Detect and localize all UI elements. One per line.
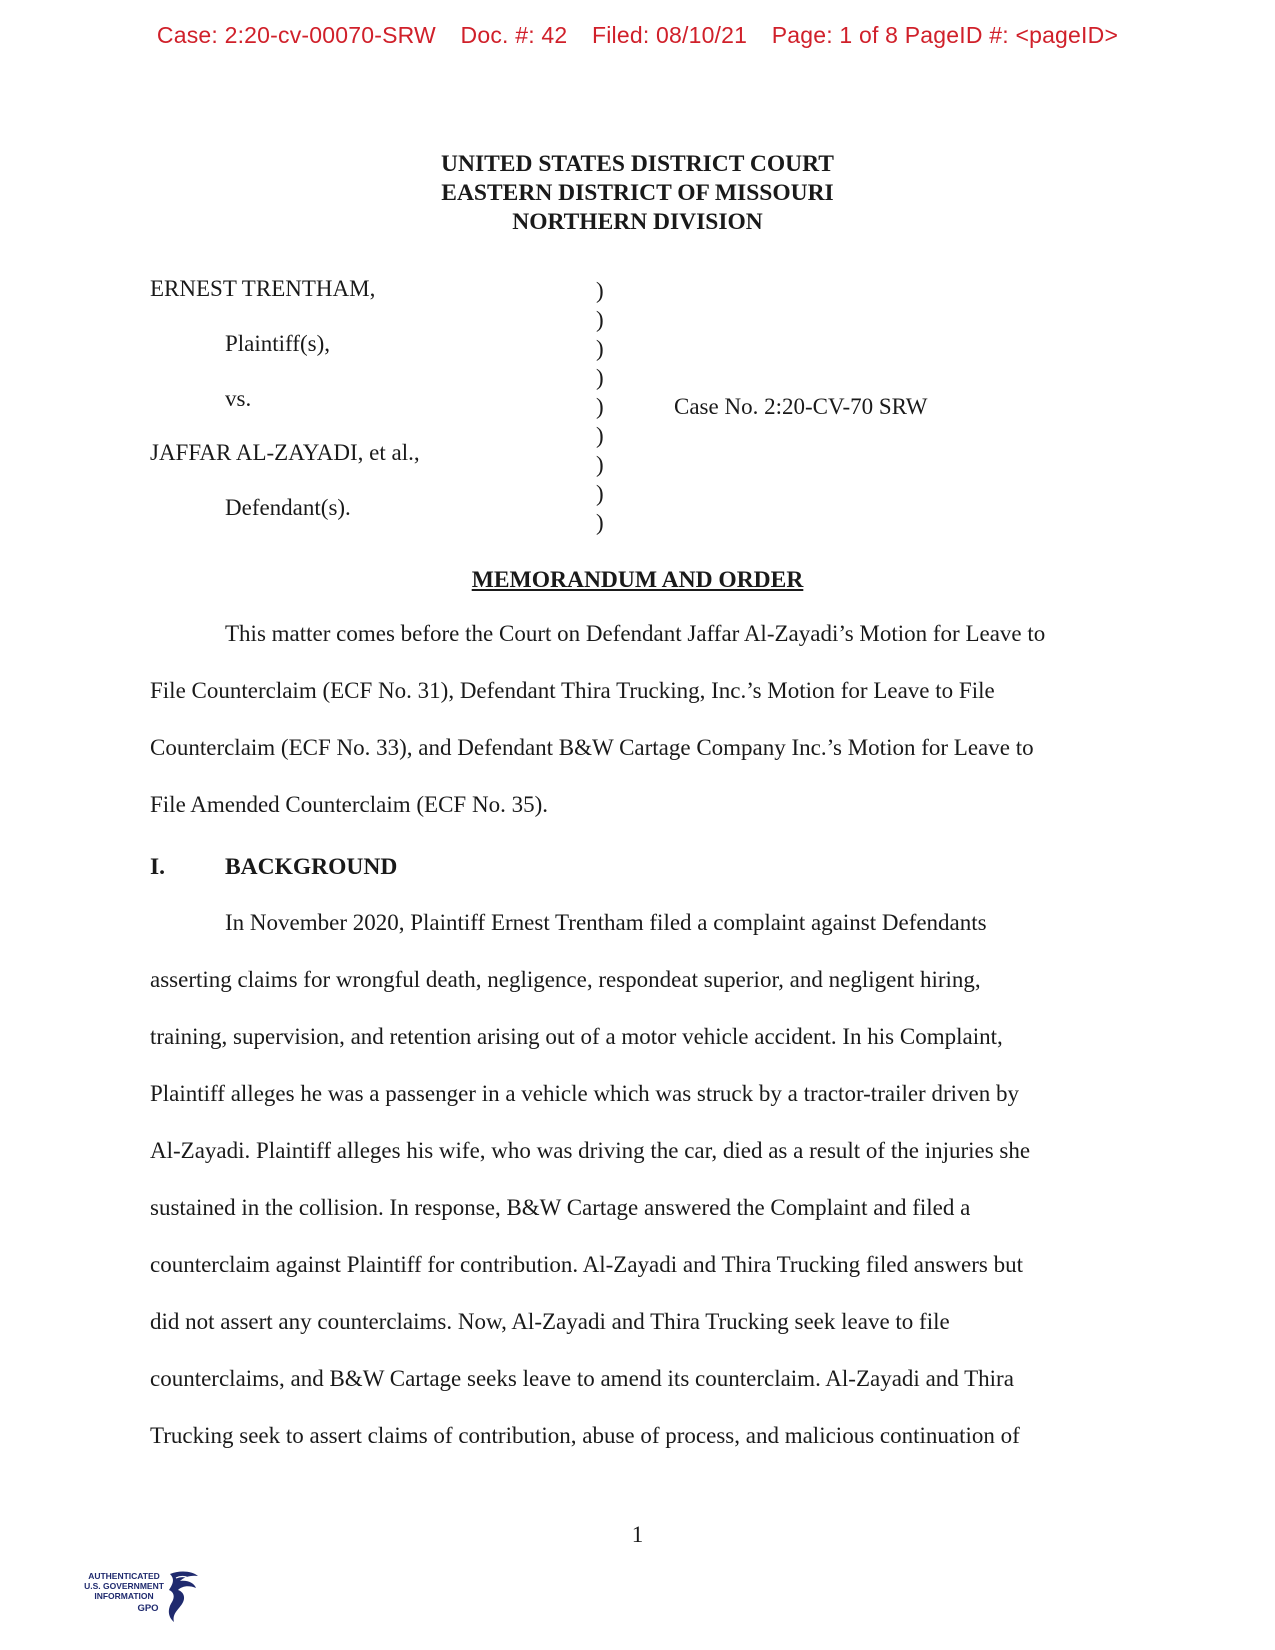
case-number-stamp: Case: 2:20-cv-00070-SRW — [156, 22, 436, 48]
gpo-eagle-icon — [169, 1572, 198, 1622]
paragraph-line: counterclaims, and B&W Cartage seeks leave to amend its counterclaim. Al-Zayadi and Thira — [150, 1366, 1014, 1391]
caption-paren: ) — [596, 481, 604, 506]
caption-paren: ) — [596, 423, 604, 448]
paragraph-line: counterclaim against Plaintiff for contribution. Al-Zayadi and Thira Trucking filed answers but — [150, 1252, 1023, 1277]
caption-paren: ) — [596, 452, 604, 477]
versus-label: vs. — [225, 386, 252, 411]
logo-text-government: U.S. GOVERNMENT — [84, 1581, 164, 1591]
defendant-role: Defendant(s). — [225, 495, 351, 520]
logo-text-authenticated: AUTHENTICATED — [88, 1571, 160, 1581]
caption-parentheses — [596, 276, 604, 537]
caption-paren: ) — [596, 510, 604, 535]
paragraph-line: In November 2020, Plaintiff Ernest Trentham filed a complaint against Defendants — [225, 910, 987, 935]
paragraph-line: sustained in the collision. In response, B&W Cartage answered the Complaint and filed a — [150, 1195, 971, 1220]
caption-paren: ) — [596, 365, 604, 390]
document-title: MEMORANDUM AND ORDER — [471, 567, 804, 593]
caption-paren: ) — [596, 307, 604, 332]
filing-header — [0, 22, 1275, 49]
court-district: EASTERN DISTRICT OF MISSOURI — [441, 180, 834, 206]
court-heading — [0, 150, 1275, 237]
doc-number-stamp: Doc. #: 42 — [460, 22, 568, 48]
caption-paren: ) — [596, 336, 604, 361]
paragraph-line: This matter comes before the Court on Defendant Jaffar Al-Zayadi’s Motion for Leave to — [225, 621, 1046, 646]
caption-paren: ) — [596, 278, 604, 303]
paragraph-line: Plaintiff alleges he was a passenger in a vehicle which was struck by a tractor-trailer driven by — [150, 1081, 1019, 1106]
filed-date-stamp: Filed: 08/10/21 — [591, 22, 748, 48]
court-division: NORTHERN DIVISION — [512, 209, 763, 235]
gpo-authentication-logo — [76, 1568, 211, 1638]
logo-text-information: INFORMATION — [94, 1591, 154, 1601]
plaintiff-name: ERNEST TRENTHAM, — [150, 276, 376, 301]
paragraph-line: Trucking seek to assert claims of contribution, abuse of process, and malicious continuation of — [150, 1423, 1020, 1448]
paragraph-line: asserting claims for wrongful death, negligence, respondeat superior, and negligent hiring, — [150, 967, 981, 992]
section-title: BACKGROUND — [225, 854, 398, 880]
paragraph-line: did not assert any counterclaims. Now, Al-Zayadi and Thira Trucking seek leave to file — [150, 1309, 950, 1334]
paragraph-line: File Counterclaim (ECF No. 31), Defendant Thira Trucking, Inc.’s Motion for Leave to File — [150, 678, 995, 703]
paragraph-line: training, supervision, and retention arising out of a motor vehicle accident. In his Complaint, — [150, 1024, 1003, 1049]
case-number: Case No. 2:20-CV-70 SRW — [674, 394, 928, 419]
page-number: 1 — [631, 1522, 644, 1547]
page-id-stamp: Page: 1 of 8 PageID #: <pageID> — [771, 22, 1119, 48]
section-number: I. — [150, 854, 166, 880]
court-name: UNITED STATES DISTRICT COURT — [441, 151, 834, 177]
logo-text-gpo: GPO — [137, 1603, 159, 1614]
paragraph-line: Al-Zayadi. Plaintiff alleges his wife, who was driving the car, died as a result of the injuries she — [150, 1138, 1031, 1163]
plaintiff-role: Plaintiff(s), — [225, 331, 330, 356]
paragraph-line: Counterclaim (ECF No. 33), and Defendant B&W Cartage Company Inc.’s Motion for Leave to — [150, 735, 1034, 760]
paragraph-line: File Amended Counterclaim (ECF No. 35). — [150, 792, 548, 817]
defendant-name: JAFFAR AL-ZAYADI, et al., — [150, 440, 420, 465]
caption-paren: ) — [596, 394, 604, 419]
